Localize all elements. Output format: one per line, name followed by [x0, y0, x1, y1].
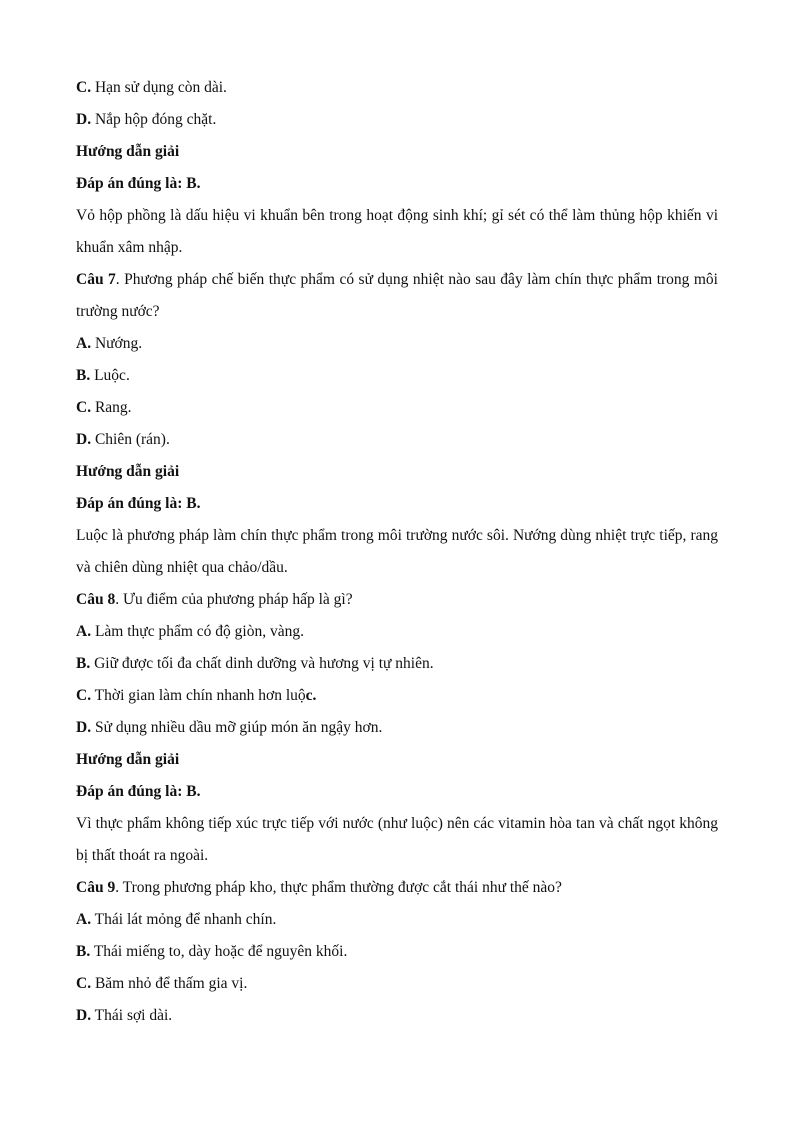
option-label: B. [76, 367, 91, 384]
question-text: . Trong phương pháp kho, thực phẩm thường được cắt thái như thế nào? [115, 879, 562, 896]
option-text-tail: c. [305, 687, 317, 704]
option-c [76, 680, 718, 712]
option-a [76, 328, 718, 360]
option-b [76, 360, 718, 392]
option-c [76, 968, 718, 1000]
option-text: Thời gian làm chín nhanh hơn luộ [91, 687, 306, 704]
option-label: C. [76, 79, 92, 96]
question-text: . Phương pháp chế biến thực phẩm có sử dụng nhiệt nào sau đây làm chín thực phẩm trong môi trường nước? [76, 271, 718, 320]
option-d [76, 712, 718, 744]
option-text: Thái sợi dài. [91, 1007, 173, 1024]
option-d [76, 1000, 718, 1032]
guide-heading: Hướng dẫn giải [76, 143, 180, 160]
option-c [76, 72, 718, 104]
option-label: A. [76, 623, 92, 640]
correct-answer: Đáp án đúng là: B. [76, 783, 201, 800]
option-b [76, 648, 718, 680]
option-label: D. [76, 111, 92, 128]
option-text: Băm nhỏ để thấm gia vị. [91, 975, 248, 992]
option-text: Hạn sử dụng còn dài. [91, 79, 227, 96]
question-text: . Ưu điểm của phương pháp hấp là gì? [115, 591, 353, 608]
option-label: C. [76, 399, 92, 416]
explanation: Luộc là phương pháp làm chín thực phẩm trong môi trường nước sôi. Nướng dùng nhiệt trực tiếp, rang và chiên dùng nhiệt qua chảo/dầu. [76, 527, 718, 576]
option-text: Rang. [91, 399, 132, 416]
explanation: Vỏ hộp phồng là dấu hiệu vi khuẩn bên trong hoạt động sinh khí; gỉ sét có thể làm thủng hộp khiến vi khuẩn xâm nhập. [76, 207, 718, 256]
option-text: Thái miếng to, dày hoặc để nguyên khối. [90, 943, 348, 960]
option-label: B. [76, 655, 91, 672]
question-8 [76, 584, 718, 616]
option-text: Sử dụng nhiều dầu mỡ giúp món ăn ngậy hơn. [91, 719, 383, 736]
option-a [76, 904, 718, 936]
question-label: Câu 7 [76, 271, 116, 288]
option-label: B. [76, 943, 91, 960]
option-label: C. [76, 687, 92, 704]
option-text: Làm thực phẩm có độ giòn, vàng. [91, 623, 304, 640]
correct-answer: Đáp án đúng là: B. [76, 175, 201, 192]
option-b [76, 936, 718, 968]
explanation: Vì thực phẩm không tiếp xúc trực tiếp với nước (như luộc) nên các vitamin hòa tan và chất ngọt không bị thất thoát ra ngoài. [76, 815, 718, 864]
question-7 [76, 264, 718, 328]
option-label: D. [76, 1007, 92, 1024]
question-9 [76, 872, 718, 904]
option-d [76, 104, 718, 136]
option-d [76, 424, 718, 456]
option-c [76, 392, 718, 424]
question-label: Câu 8 [76, 591, 116, 608]
option-a [76, 616, 718, 648]
option-text: Thái lát mỏng để nhanh chín. [91, 911, 277, 928]
option-text: Giữ được tối đa chất dinh dưỡng và hương vị tự nhiên. [90, 655, 434, 672]
option-label: A. [76, 911, 92, 928]
option-text: Nắp hộp đóng chặt. [91, 111, 217, 128]
guide-heading: Hướng dẫn giải [76, 751, 180, 768]
option-label: C. [76, 975, 92, 992]
option-label: D. [76, 719, 92, 736]
option-label: D. [76, 431, 92, 448]
option-label: A. [76, 335, 92, 352]
guide-heading: Hướng dẫn giải [76, 463, 180, 480]
correct-answer: Đáp án đúng là: B. [76, 495, 201, 512]
document-page [76, 72, 718, 1032]
option-text: Chiên (rán). [91, 431, 170, 448]
option-text: Luộc. [90, 367, 130, 384]
option-text: Nướng. [91, 335, 143, 352]
question-label: Câu 9 [76, 879, 116, 896]
